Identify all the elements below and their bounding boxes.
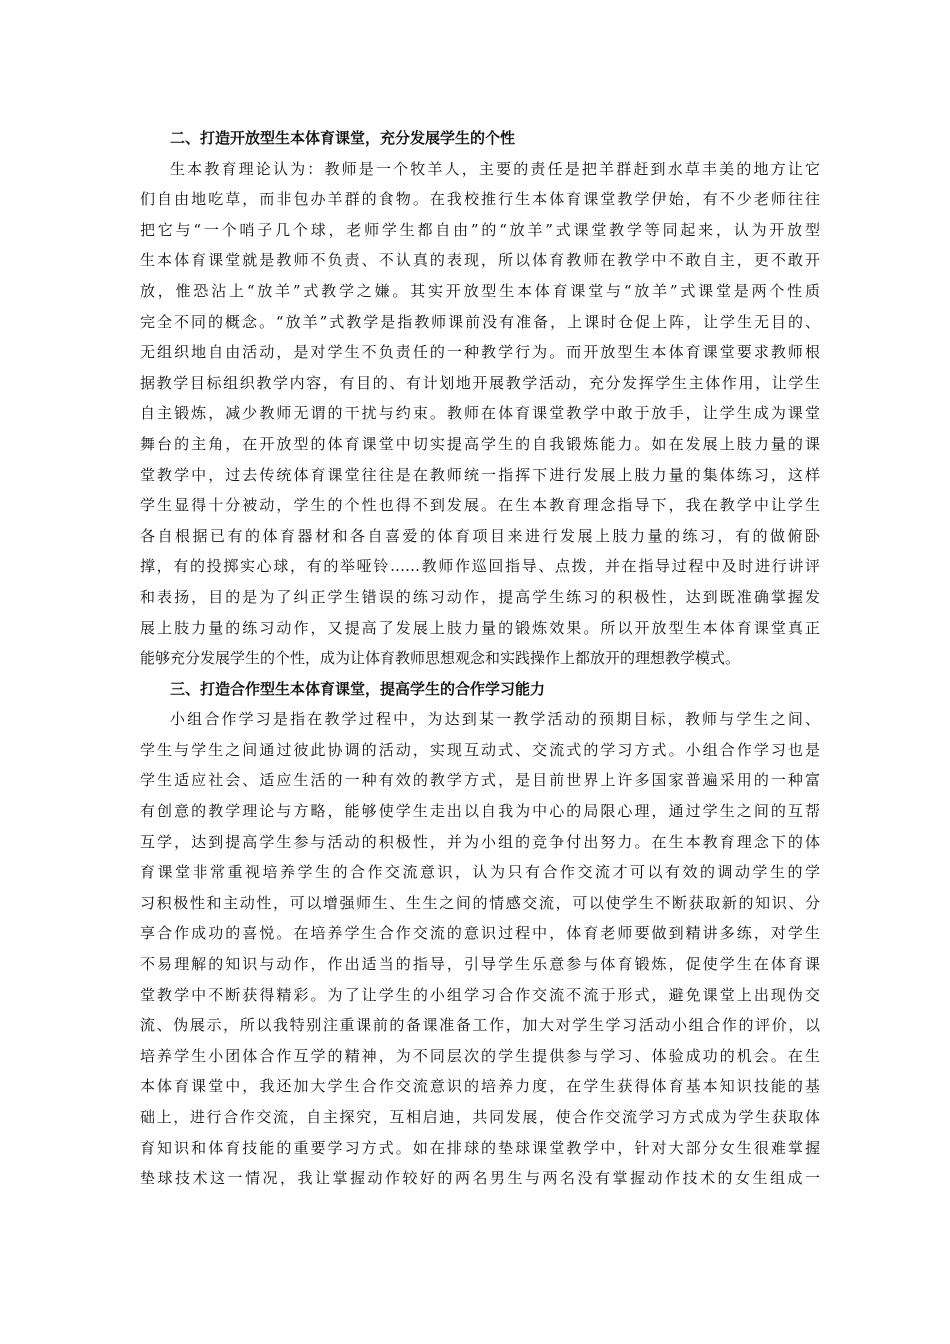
text-line: 享合作成功的喜悦。在培养学生合作交流的意识过程中，体育老师要做到精讲多练，对学生 bbox=[140, 924, 820, 943]
section-heading-open-classroom: 二、打造开放型生本体育课堂，充分发展学生的个性 bbox=[170, 129, 516, 147]
text-line: 据教学目标组织教学内容，有目的、有计划地开展教学活动，充分发挥学生主体作用，让学生 bbox=[140, 373, 820, 392]
text-line: 们自由地吃草，而非包办羊群的食物。在我校推行生本体育课堂教学伊始，有不少老师往往 bbox=[140, 190, 820, 209]
text-line: 生本体育课堂就是教师不负责、不认真的表现，所以体育教师在教学中不敢自主，更不敢开 bbox=[140, 251, 820, 270]
paragraph-open-classroom bbox=[140, 154, 820, 674]
text-line: 堂教学中，过去传统体育课堂往往是在教师统一指挥下进行发展上肢力量的集体练习，这样 bbox=[140, 465, 820, 484]
text-line: 培养学生小团体合作互学的精神，为不同层次的学生提供参与学习、体验成功的机会。在生 bbox=[140, 1046, 820, 1065]
paragraph-cooperative-classroom bbox=[140, 704, 820, 1194]
text-line: 不易理解的知识与动作，作出适当的指导，引导学生乐意参与体育锻炼，促使学生在体育课 bbox=[140, 955, 820, 974]
text-line: 垫球技术这一情况，我让掌握动作较好的两名男生与两名没有掌握动作技术的女生组成一 bbox=[140, 1169, 820, 1188]
text-line: 自主锻炼，减少教师无谓的干扰与约束。教师在体育课堂教学中敢于放手，让学生成为课堂 bbox=[140, 404, 820, 423]
text-line: 础上，进行合作交流，自主探究，互相启迪，共同发展，使合作交流学习方式成为学生获取体 bbox=[140, 1108, 820, 1126]
text-line: 习积极性和主动性，可以增强师生、生生之间的情感交流，可以使学生不断获取新的知识、分 bbox=[140, 893, 820, 912]
text-line: 各自根据已有的体育器材和各自喜爱的体育项目来进行发展上肢力量的练习，有的做俯卧 bbox=[140, 526, 820, 545]
text-line: 流、伪展示，所以我特别注重课前的备课准备工作，加大对学生学习活动小组合作的评价，以 bbox=[140, 1016, 820, 1035]
text-line: 小组合作学习是指在教学过程中，为达到某一教学活动的预期目标，教师与学生之间、 bbox=[170, 710, 820, 729]
text-line: 完全不同的概念。“放羊”式教学是指教师课前没有准备，上课时仓促上阵，让学生无目的、 bbox=[140, 312, 820, 331]
text-line: 学生显得十分被动，学生的个性也得不到发展。在生本教育理念指导下，我在教学中让学生 bbox=[140, 496, 820, 515]
text-line: 无组织地自由活动，是对学生不负责任的一种教学行为。而开放型生本体育课堂要求教师根 bbox=[140, 343, 820, 362]
text-line: 放，惟恐沾上“放羊”式教学之嫌。其实开放型生本体育课堂与“放羊”式课堂是两个性质 bbox=[140, 281, 820, 300]
text-line: 展上肢力量的练习动作，又提高了发展上肢力量的锻炼效果。所以开放型生本体育课堂真正 bbox=[140, 618, 820, 637]
text-line: 舞台的主角，在开放型的体育课堂中切实提高学生的自我锻炼能力。如在发展上肢力量的课 bbox=[140, 434, 820, 453]
document-page bbox=[140, 123, 820, 1194]
text-line: 把它与“一个哨子几个球，老师学生都自由”的“放羊”式课堂教学等同起来，认为开放型 bbox=[140, 220, 820, 239]
text-line: 堂教学中不断获得精彩。为了让学生的小组学习合作交流不流于形式，避免课堂上出现伪交 bbox=[140, 985, 820, 1004]
section-heading-cooperative-classroom: 三、打造合作型生本体育课堂，提高学生的合作学习能力 bbox=[170, 679, 546, 698]
text-line: 育知识和体育技能的重要学习方式。如在排球的垫球课堂教学中，针对大部分女生很难掌握 bbox=[140, 1138, 820, 1157]
text-line: 育课堂非常重视培养学生的合作交流意识，认为只有合作交流才可以有效的调动学生的学 bbox=[140, 863, 820, 882]
text-line: 学生适应社会、适应生活的一种有效的教学方式，是目前世界上许多国家普遍采用的一种富 bbox=[140, 771, 820, 790]
text-line: 能够充分发展学生的个性，成为让体育教师思想观念和实践操作上都放开的理想教学模式。 bbox=[140, 649, 741, 668]
text-line: 撑，有的投掷实心球，有的举哑铃……教师作巡回指导、点拨，并在指导过程中及时进行讲评 bbox=[140, 557, 820, 576]
text-line: 本体育课堂中，我还加大学生合作交流意识的培养力度，在学生获得体育基本知识技能的基 bbox=[140, 1077, 820, 1096]
text-line: 学生与学生之间通过彼此协调的活动，实现互动式、交流式的学习方式。小组合作学习也是 bbox=[140, 740, 820, 759]
text-line: 有创意的教学理论与方略，能够使学生走出以自我为中心的局限心理，通过学生之间的互帮 bbox=[140, 802, 820, 821]
text-line: 互学，达到提高学生参与活动的积极性，并为小组的竞争付出努力。在生本教育理念下的体 bbox=[140, 832, 820, 851]
text-line: 生本教育理论认为：教师是一个牧羊人，主要的责任是把羊群赶到水草丰美的地方让它 bbox=[170, 159, 820, 178]
text-line: 和表扬，目的是为了纠正学生错误的练习动作，提高学生练习的积极性，达到既准确掌握发 bbox=[140, 587, 820, 606]
